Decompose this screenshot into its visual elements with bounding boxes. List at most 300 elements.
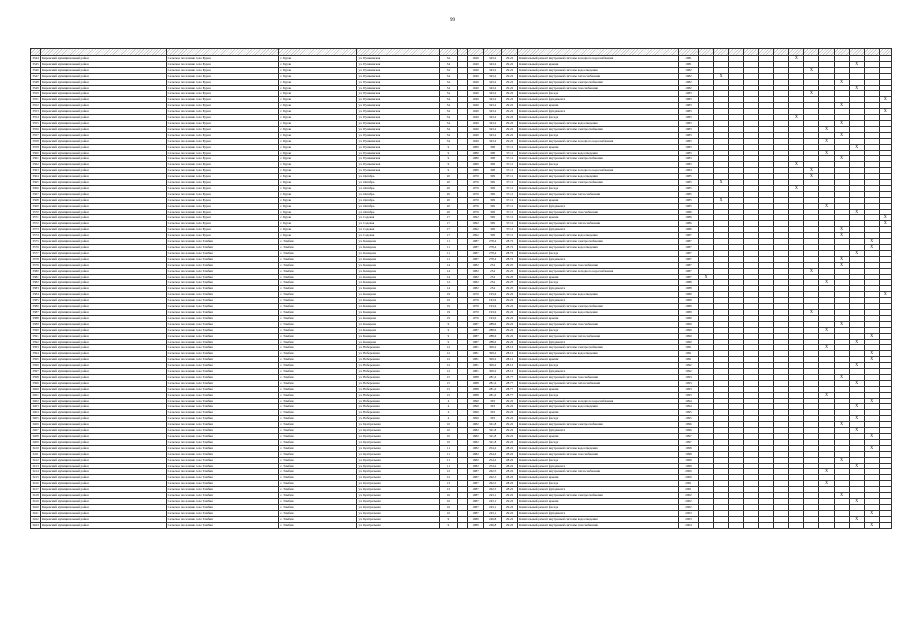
table-cell: с. Буран (279, 215, 357, 221)
table-cell: 15 (439, 380, 457, 386)
mark-cell (789, 522, 804, 528)
table-cell: 34 (439, 132, 457, 138)
table-cell: 3390 (32, 327, 39, 332)
table-cell: 29.22 (502, 504, 518, 510)
header-cell (849, 49, 864, 56)
table-cell: Кировский муниципальный район (41, 439, 167, 445)
table-cell: 1990 (467, 398, 483, 404)
mark-cell: X (864, 239, 879, 245)
table-cell: 262,5 (484, 487, 502, 493)
table-cell: 1983 (678, 144, 698, 150)
table-cell: 3386 (32, 304, 39, 309)
table-cell: Капитальный ремонт фундамента (518, 463, 679, 469)
table-body (31, 56, 892, 529)
table-cell: с. Тамбин (279, 339, 357, 345)
table-cell: Капитальный ремонт крыши (518, 315, 679, 321)
table-cell: 29.22 (502, 138, 518, 144)
table-cell: Сельское поселение село Тамбин (166, 315, 279, 321)
table-cell: 12 (439, 363, 457, 369)
table-cell: 243,1 (484, 504, 502, 510)
table-cell: 12 (439, 345, 457, 351)
table-cell: 29.22 (502, 91, 518, 97)
table-cell: Капитальный ремонт фундамента (518, 369, 679, 375)
table-cell: Капитальный ремонт внутренней системы газоснабжения (518, 209, 679, 215)
table-cell: ул. Набережная (357, 345, 439, 351)
table-cell: Сельское поселение село Тамбин (166, 321, 279, 327)
header-cell (864, 49, 879, 56)
table-cell: Сельское поселение село Тамбин (166, 298, 279, 304)
table-cell: 1990 (678, 333, 698, 339)
table-cell: 254 (484, 280, 502, 286)
table-cell: Кировский муниципальный район (41, 345, 167, 351)
mark-cell: X (819, 469, 834, 475)
mark-cell: X (819, 138, 834, 144)
table-cell: 34 (439, 85, 457, 91)
table-cell: 1981 (678, 56, 698, 62)
table-cell: 28.12 (502, 351, 518, 357)
table-cell: Сельское поселение село Тамбин (166, 498, 279, 504)
table-header-row (31, 49, 892, 56)
table-cell: Кировский муниципальный район (41, 191, 167, 197)
table-cell: 278,4 (484, 256, 502, 262)
table-cell: 1940 (467, 115, 483, 121)
table-cell: 9 (439, 168, 457, 174)
table-cell: Кировский муниципальный район (41, 67, 167, 73)
table-cell: 37.11 (502, 144, 518, 150)
table-cell: 9 (439, 144, 457, 150)
table-cell: 3347 (32, 73, 39, 78)
table-cell: ул. Набережная (357, 369, 439, 375)
table-cell: 254 (484, 274, 502, 280)
table-cell: 1987 (467, 250, 483, 256)
table-cell: 3367 (32, 191, 39, 196)
table-cell: Сельское поселение село Буран (166, 150, 279, 156)
table-cell: 9 (439, 333, 457, 339)
table-cell: 1987 (678, 262, 698, 268)
header-cell (678, 49, 698, 56)
table-cell: 9 (439, 516, 457, 522)
table-cell: 3375 (32, 239, 39, 244)
table-cell: 1992 (467, 221, 483, 227)
table-cell: 29.22 (502, 327, 518, 333)
mark-cell: X (789, 185, 804, 191)
table-cell: Кировский муниципальный район (41, 168, 167, 174)
table-cell: 1998 (678, 445, 698, 451)
table-cell: ул. Комарова (357, 250, 439, 256)
mark-cell: X (819, 150, 834, 156)
table-cell: с. Буран (279, 79, 357, 85)
table-cell: 1998 (678, 451, 698, 457)
table-cell: 1987 (467, 493, 483, 499)
table-cell: 10 (439, 428, 457, 434)
table-cell: Кировский муниципальный район (41, 504, 167, 510)
table-cell: 29.22 (502, 339, 518, 345)
table-cell: 29.22 (502, 493, 518, 499)
mark-cell: X (819, 327, 834, 333)
mark-cell: X (849, 250, 864, 256)
table-cell: 4 (439, 404, 457, 410)
table-cell: Кировский муниципальный район (41, 120, 167, 126)
table-cell: Кировский муниципальный район (41, 286, 167, 292)
header-cell (166, 49, 279, 56)
table-cell: 1994 (678, 398, 698, 404)
table-cell: 308 (484, 144, 502, 150)
table-cell: с. Буран (279, 209, 357, 215)
table-cell: с. Тамбин (279, 428, 357, 434)
table-cell: ул. Пушкинская (357, 103, 439, 109)
page-number: 99 (450, 18, 455, 23)
mark-cell: X (804, 168, 819, 174)
table-cell: 3422 (32, 516, 39, 521)
data-table (30, 48, 892, 529)
table-cell: Сельское поселение село Тамбин (166, 516, 279, 522)
table-cell: 309,2 (484, 363, 502, 369)
table-cell: Капитальный ремонт внутренней системы водоотведения (518, 150, 679, 156)
table-cell: 1970 (467, 298, 483, 304)
mark-cell: X (834, 262, 849, 268)
table-cell: ул. Центральная (357, 510, 439, 516)
table-cell: 3377 (32, 250, 39, 255)
table-cell: ул. Комарова (357, 339, 439, 345)
table-cell: Капитальный ремонт внутренней системы газоснабжения (518, 374, 679, 380)
table-cell: с. Тамбин (279, 268, 357, 274)
table-cell: 1989 (678, 304, 698, 310)
table-cell: 1987 (678, 274, 698, 280)
table-cell: 29.22 (502, 304, 518, 310)
table-cell: 28.77 (502, 386, 518, 392)
table-cell: ул. Пушкинская (357, 168, 439, 174)
table-cell: Кировский муниципальный район (41, 457, 167, 463)
table-cell: 1940 (467, 61, 483, 67)
table-cell: 281,6 (484, 392, 502, 398)
table-cell: Сельское поселение село Буран (166, 156, 279, 162)
table-cell: Сельское поселение село Тамбин (166, 304, 279, 310)
table-cell: с. Тамбин (279, 357, 357, 363)
table-cell: 11 (439, 451, 457, 457)
table-cell: ул. Набережная (357, 380, 439, 386)
table-cell: 343,2 (484, 115, 502, 121)
table-cell: 9 (439, 327, 457, 333)
table-cell: ул. Садовая (357, 233, 439, 239)
table-cell: 9 (439, 522, 457, 528)
table-cell: 1990 (678, 327, 698, 333)
table-cell: 1997 (678, 439, 698, 445)
table-cell: 1981 (467, 357, 483, 363)
table-cell: 34 (439, 126, 457, 132)
table-cell: 1987 (467, 498, 483, 504)
table-cell: Кировский муниципальный район (41, 463, 167, 469)
table-cell: 34 (439, 115, 457, 121)
table-cell: Капитальный ремонт внутренней системы холодного водоснабжения (518, 138, 679, 144)
table-cell: ул. Садовая (357, 227, 439, 233)
table-cell: Капитальный ремонт фундамента (518, 428, 679, 434)
table-cell: 17 (439, 227, 457, 233)
table-cell: Кировский муниципальный район (41, 369, 167, 375)
table-cell: 1990 (467, 404, 483, 410)
table-cell: 1982 (467, 445, 483, 451)
table-cell: Сельское поселение село Буран (166, 233, 279, 239)
table-cell: Кировский муниципальный район (41, 309, 167, 315)
table-cell: Капитальный ремонт внутренней системы газоснабжения (518, 522, 679, 528)
table-cell: ул. Садовая (357, 221, 439, 227)
table-cell: 288,6 (484, 321, 502, 327)
table-cell: 29.25 (502, 280, 518, 286)
table-cell: 321,8 (484, 422, 502, 428)
table-cell: 1970 (467, 315, 483, 321)
table-cell: Сельское поселение село Тамбин (166, 522, 279, 528)
table-cell: с. Тамбин (279, 516, 357, 522)
table-cell: 20 (439, 203, 457, 209)
table-cell: 3360 (32, 150, 39, 155)
mark-cell: X (834, 227, 849, 233)
table-cell: Капитальный ремонт фасада (518, 416, 679, 422)
table-cell: ул. Пушкинская (357, 109, 439, 115)
table-cell: 343,2 (484, 67, 502, 73)
table-cell: 243,1 (484, 493, 502, 499)
table-cell: Капитальный ремонт внутренней системы электроснабжения (518, 493, 679, 499)
mark-cell: X (819, 203, 834, 209)
table-cell: 3357 (32, 132, 39, 137)
table-cell: 17 (439, 215, 457, 221)
table-cell: с. Тамбин (279, 410, 357, 416)
table-cell: 3397 (32, 369, 39, 374)
table-cell: Сельское поселение село Буран (166, 144, 279, 150)
table-cell: 29.22 (502, 97, 518, 103)
table-cell: с. Тамбин (279, 250, 357, 256)
table-cell: Кировский муниципальный район (41, 221, 167, 227)
table-cell: Сельское поселение село Тамбин (166, 309, 279, 315)
table-cell: 3345 (32, 61, 39, 66)
table-cell: Капитальный ремонт крыши (518, 434, 679, 440)
table-cell: 29.22 (502, 292, 518, 298)
table-cell: Капитальный ремонт внутренней системы электроснабжения (518, 156, 679, 162)
table-cell: 2000 (678, 469, 698, 475)
table-cell: с. Тамбин (279, 422, 357, 428)
table-cell: 1985 (678, 174, 698, 180)
table-cell: ул. Пушкинская (357, 73, 439, 79)
table-cell: ул. Центральная (357, 434, 439, 440)
table-cell: 3391 (32, 333, 39, 338)
table-cell: с. Буран (279, 85, 357, 91)
table-cell: Сельское поселение село Тамбин (166, 363, 279, 369)
table-cell: Сельское поселение село Буран (166, 215, 279, 221)
table-cell: 1990 (678, 321, 698, 327)
table-cell: 2001 (678, 481, 698, 487)
table-cell: 243,1 (484, 498, 502, 504)
table-cell: 1970 (467, 185, 483, 191)
table-cell: ул. Пушкинская (357, 61, 439, 67)
table-cell: Кировский муниципальный район (41, 215, 167, 221)
table-cell: 13 (439, 487, 457, 493)
table-cell: Кировский муниципальный район (41, 422, 167, 428)
table-cell: 1989 (678, 298, 698, 304)
table-cell: 3355 (32, 120, 39, 125)
table-cell: Сельское поселение село Тамбин (166, 428, 279, 434)
table-cell: 1982 (467, 457, 483, 463)
table-cell: Капитальный ремонт внутренней системы холодного водоснабжения (518, 268, 679, 274)
table-cell: Капитальный ремонт внутренней системы водоотведения (518, 516, 679, 522)
table-cell: 1990 (467, 410, 483, 416)
table-cell: Кировский муниципальный район (41, 209, 167, 215)
table-cell: 309 (484, 191, 502, 197)
table-cell: 1982 (678, 73, 698, 79)
header-cell (834, 49, 849, 56)
table-cell: 17 (439, 233, 457, 239)
table-cell: Капитальный ремонт фундамента (518, 298, 679, 304)
table-cell: 1982 (467, 463, 483, 469)
table-cell: Сельское поселение село Тамбин (166, 256, 279, 262)
mark-cell (879, 522, 891, 528)
table-cell: 3413 (32, 463, 39, 468)
table-cell: Капитальный ремонт внутренней системы холодного водоснабжения (518, 398, 679, 404)
table-cell: ул. Октябрь (357, 185, 439, 191)
table-cell: ул. Комарова (357, 292, 439, 298)
table-cell: 1987 (467, 510, 483, 516)
table-cell: 278,4 (484, 239, 502, 245)
table-cell: 3410 (32, 445, 39, 450)
table-cell: 1987 (467, 469, 483, 475)
table-cell: 3396 (32, 363, 39, 368)
table-cell: с. Тамбин (279, 369, 357, 375)
table-cell: с. Тамбин (279, 292, 357, 298)
mark-cell (834, 522, 849, 528)
table-cell: 309,2 (484, 351, 502, 357)
table-cell: 29.22 (502, 410, 518, 416)
table-cell: 37.11 (502, 233, 518, 239)
table-cell: Капитальный ремонт внутренней системы теплоснабжения (518, 333, 679, 339)
table-cell: 1992 (467, 227, 483, 233)
header-cell (744, 49, 759, 56)
table-cell: 309 (484, 185, 502, 191)
table-cell: Кировский муниципальный район (41, 487, 167, 493)
header-cell (729, 49, 744, 56)
table-cell: 28.12 (502, 345, 518, 351)
table-cell: 37.11 (502, 221, 518, 227)
mark-cell: X (804, 309, 819, 315)
table-cell: Сельское поселение село Буран (166, 162, 279, 168)
table-cell: Кировский муниципальный район (41, 339, 167, 345)
table-cell: 29.22 (502, 56, 518, 62)
table-cell: Сельское поселение село Тамбин (166, 445, 279, 451)
table-cell: 3350 (32, 91, 39, 96)
table-cell: Капитальный ремонт внутренней системы газоснабжения (518, 262, 679, 268)
table-cell: ул. Комарова (357, 315, 439, 321)
table-cell: Сельское поселение село Буран (166, 120, 279, 126)
header-cell (279, 49, 357, 56)
table-cell: с. Буран (279, 115, 357, 121)
header-cell (467, 49, 483, 56)
table-cell: Сельское поселение село Тамбин (166, 504, 279, 510)
table-cell: 343,2 (484, 91, 502, 97)
table-cell: 343,2 (484, 138, 502, 144)
table-cell: с. Тамбин (279, 475, 357, 481)
table-cell: Кировский муниципальный район (41, 298, 167, 304)
mark-cell (744, 522, 759, 528)
table-cell: 9 (439, 339, 457, 345)
table-cell: Сельское поселение село Буран (166, 109, 279, 115)
table-cell: 309,2 (484, 357, 502, 363)
table-cell: 12 (439, 469, 457, 475)
mark-cell: X (879, 109, 891, 115)
table-cell: 3376 (32, 245, 39, 249)
table-cell: Кировский муниципальный район (41, 445, 167, 451)
table-cell: ул. Центральная (357, 516, 439, 522)
table-cell: Кировский муниципальный район (41, 380, 167, 386)
table-cell: 2003 (678, 516, 698, 522)
mark-cell (774, 522, 789, 528)
mark-cell: X (849, 428, 864, 434)
table-cell: 29.22 (502, 434, 518, 440)
table-cell: Сельское поселение село Тамбин (166, 274, 279, 280)
table-cell: Кировский муниципальный район (41, 262, 167, 268)
table-cell: 262,5 (484, 481, 502, 487)
table-cell: с. Буран (279, 168, 357, 174)
table-cell: 3382 (32, 280, 39, 285)
table-cell: Капитальный ремонт фундамента (518, 97, 679, 103)
table-cell: 262,5 (484, 469, 502, 475)
table-cell: 12 (439, 475, 457, 481)
table-cell: Кировский муниципальный район (41, 292, 167, 298)
mark-cell: X (714, 197, 729, 203)
table-cell: 3400 (32, 386, 39, 391)
table-cell: с. Тамбин (279, 327, 357, 333)
table-cell: 3366 (32, 185, 39, 190)
table-cell: Капитальный ремонт фундамента (518, 256, 679, 262)
table-cell: 2000 (678, 475, 698, 481)
table-cell: 1985 (678, 203, 698, 209)
table-cell: 12 (439, 369, 457, 375)
table-cell: 1982 (467, 451, 483, 457)
table-cell: 1981 (467, 345, 483, 351)
table-cell: 309 (484, 209, 502, 215)
table-cell: 34 (439, 138, 457, 144)
table-cell: с. Тамбин (279, 298, 357, 304)
table-cell: ул. Пушкинская (357, 126, 439, 132)
table-cell: Капитальный ремонт фасада (518, 457, 679, 463)
table-cell: 37.11 (502, 180, 518, 186)
table-cell: 28.72 (502, 239, 518, 245)
table-cell: 29.22 (502, 522, 518, 528)
table-cell: Капитальный ремонт фасада (518, 162, 679, 168)
table-cell: 1988 (678, 280, 698, 286)
table-cell: 288,6 (484, 327, 502, 333)
table-cell: 1980 (467, 522, 483, 528)
table-cell: Кировский муниципальный район (41, 156, 167, 162)
table-cell: Кировский муниципальный район (41, 498, 167, 504)
table-cell: 1987 (467, 487, 483, 493)
header-cell (774, 49, 789, 56)
table-cell: 3365 (32, 180, 39, 185)
table-cell: ул. Октябрь (357, 180, 439, 186)
table-cell: Кировский муниципальный район (41, 103, 167, 109)
table-cell: 321,8 (484, 428, 502, 434)
capital-repair-table (30, 48, 892, 529)
table-cell: Кировский муниципальный район (41, 180, 167, 186)
table-cell: 343,2 (484, 132, 502, 138)
table-cell: 15 (439, 392, 457, 398)
table-cell: Капитальный ремонт внутренней системы теплоснабжения (518, 469, 679, 475)
table-cell: 1970 (467, 203, 483, 209)
table-cell: 3353 (32, 109, 39, 114)
table-cell: 3358 (32, 138, 39, 143)
mark-cell: X (849, 463, 864, 469)
table-cell: с. Тамбин (279, 280, 357, 286)
table-cell: 303 (484, 410, 502, 416)
header-cell (484, 49, 502, 56)
table-cell: 29.25 (502, 274, 518, 280)
table-cell: с. Тамбин (279, 239, 357, 245)
mark-cell: X (834, 321, 849, 327)
